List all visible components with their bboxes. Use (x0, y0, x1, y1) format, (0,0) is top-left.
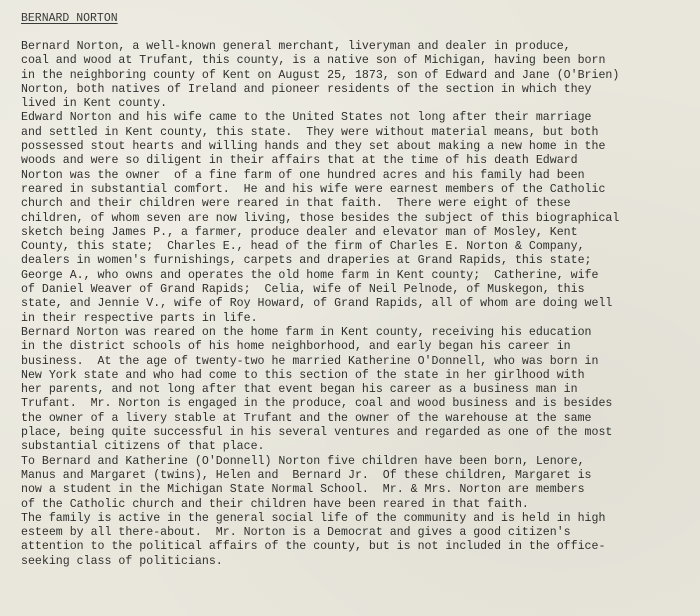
text-line: esteem by all there-about. Mr. Norton is a Democrat and gives a good citizen's (21, 526, 571, 540)
text-line: Norton, both natives of Ireland and pioneer residents of the section in which they (21, 82, 592, 96)
text-line: in their respective parts in life. (21, 311, 258, 325)
text-line: seeking class of politicians. (21, 554, 223, 568)
text-line: substantial citizens of that place. (21, 440, 265, 454)
text-line: Bernard Norton was reared on the home farm in Kent county, receiving his education (21, 325, 592, 339)
text-line: in the district schools of his home neighborhood, and early began his career in (21, 340, 571, 354)
text-line: of the Catholic church and their children have been reared in that faith. (21, 497, 529, 511)
text-line: Trufant. Mr. Norton is engaged in the produce, coal and wood business and is besides (21, 397, 613, 411)
text-line: the owner of a livery stable at Trufant and the owner of the warehouse at the same (21, 411, 592, 425)
text-line: her parents, and not long after that event began his career as a business man in (21, 383, 578, 397)
text-line: dealers in women's furnishings, carpets and draperies at Grand Rapids, this state; (21, 254, 592, 268)
text-line: To Bernard and Katherine (O'Donnell) Norton five children have been born, Lenore, (21, 454, 585, 468)
text-line: New York state and who had come to this section of the state in her girlhood with (21, 368, 585, 382)
text-line: County, this state; Charles E., head of the firm of Charles E. Norton & Company, (21, 240, 585, 254)
text-line: Norton was the owner of a fine farm of one hundred acres and his family had been (21, 168, 585, 182)
text-line: Edward Norton and his wife came to the United States not long after their marriage (21, 111, 592, 125)
document-body (21, 40, 693, 569)
text-line: children, of whom seven are now living, those besides the subject of this biographical (21, 211, 620, 225)
document-title: BERNARD NORTON (21, 12, 118, 25)
text-line: and settled in Kent county, this state. They were without material means, but both (21, 125, 599, 139)
text-line: Manus and Margaret (twins), Helen and Bernard Jr. Of these children, Margaret is (21, 468, 592, 482)
text-line: The family is active in the general social life of the community and is held in high (21, 511, 606, 525)
text-line: coal and wood at Trufant, this county, is a native son of Michigan, having been born (21, 54, 606, 68)
text-line: business. At the age of twenty-two he married Katherine O'Donnell, who was born in (21, 354, 599, 368)
text-line: possessed stout hearts and willing hands and they set about making a new home in the (21, 140, 606, 154)
text-line: now a student in the Michigan State Normal School. Mr. & Mrs. Norton are members (21, 483, 585, 497)
text-line: state, and Jennie V., wife of Roy Howard, of Grand Rapids, all of whom are doing well (21, 297, 613, 311)
text-line: Bernard Norton, a well-known general merchant, liveryman and dealer in produce, (21, 40, 571, 53)
text-line: reared in substantial comfort. He and his wife were earnest members of the Catholic (21, 182, 606, 196)
text-line: place, being quite successful in his several ventures and regarded as one of the most (21, 426, 613, 440)
text-line: attention to the political affairs of the county, but is not included in the office- (21, 540, 606, 554)
text-line: sketch being James P., a farmer, produce dealer and elevator man of Mosley, Kent (21, 225, 578, 239)
text-line: in the neighboring county of Kent on August 25, 1873, son of Edward and Jane (O'Brien) (21, 68, 620, 82)
text-line: of Daniel Weaver of Grand Rapids; Celia, wife of Neil Pelnode, of Muskegon, this (21, 283, 585, 297)
text-line: lived in Kent county. (21, 97, 168, 111)
text-line: George A., who owns and operates the old home farm in Kent county; Catherine, wife (21, 268, 599, 282)
text-line: woods and were so diligent in their affairs that at the time of his death Edward (21, 154, 578, 168)
text-line: church and their children were reared in that faith. There were eight of these (21, 197, 571, 211)
